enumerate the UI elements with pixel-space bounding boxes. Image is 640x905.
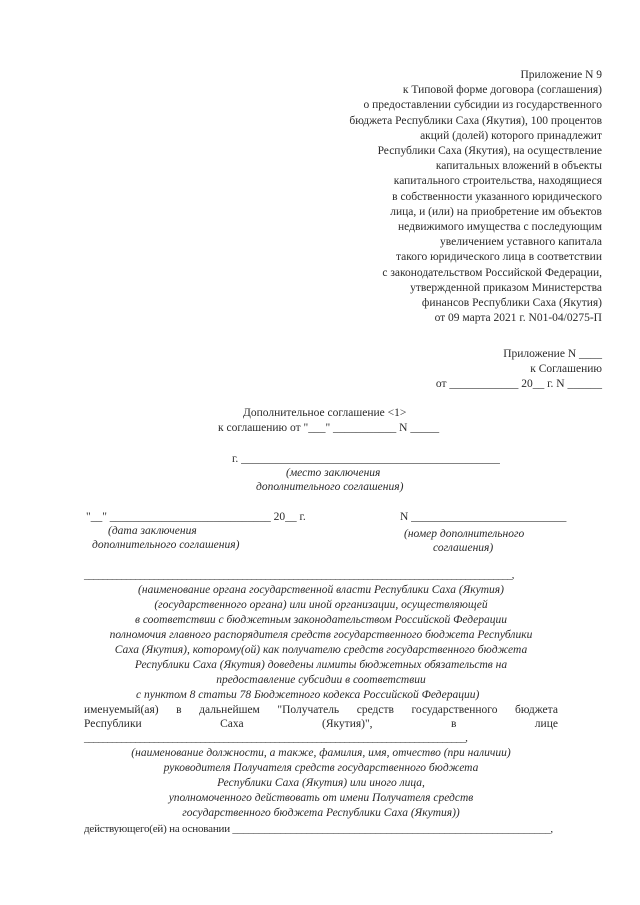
appendix-date-number: от ____________ 20__ г. N ______ [435,378,602,390]
named-row [84,717,558,731]
header-line: акций (долей) которого принадлежит [420,129,602,142]
word: Республики [84,718,142,730]
org-line: Республики Саха (Якутия) доведены лимиты бюджетных обязательств на [134,659,508,671]
header-line: бюджета Республики Саха (Якутия), 100 процентов [349,114,602,127]
word: именуемый(ая) [84,704,159,716]
header-line: Приложение N 9 [520,69,602,81]
number-label: (номер дополнительного [404,528,525,540]
word: государственного [411,704,498,716]
word: (Якутия)", [322,718,373,730]
org-line: (наименование органа государственной власти Республики Саха (Якутия) [138,584,504,596]
agreement-subtitle: к соглашению от "___" ___________ N _____ [218,422,440,434]
date-label: дополнительного соглашения) [92,539,240,551]
number-field: N ___________________________ [400,511,567,523]
word: средств [356,704,394,716]
word: лице [534,718,558,730]
word: бюджета [515,704,558,716]
person-line: уполномоченного действовать от имени Получателя средств [168,792,474,804]
date-label: (дата заключения [108,525,197,537]
named-row [84,703,558,717]
org-line: с пунктом 8 статьи 78 Бюджетного кодекса Российской Федерации) [136,689,480,701]
header-line: капитальных вложений в объекты [435,160,602,173]
person-description [84,746,558,821]
appendix-reference [342,347,602,392]
person-line: руководителя Получателя средств государственного бюджета [163,762,479,774]
word: "Получатель [277,704,340,716]
org-blank-line: ____________________________________________________________________________________________, [84,570,514,581]
header-line: увеличением уставного капитала [440,236,602,249]
place-label: (место заключения [286,467,381,479]
person-line: (наименование должности, а также, фамилия, имя, отчество (при наличии) [131,747,511,759]
org-line: (государственного органа) или иной организации, осуществляющей [154,599,488,611]
city-field: г. _____________________________________________ [232,453,500,465]
place-label: дополнительного соглашения) [256,481,404,493]
date-field: "__" ____________________________ 20__ г. [86,511,306,523]
header-line: от 09 марта 2021 г. N01-04/0275-П [434,312,602,325]
word: в [450,718,457,730]
person-line: Республики Саха (Якутия) или иного лица, [217,777,425,789]
word: дальнейшем [199,704,260,716]
acting-on-basis: действующего(ей) на основании ____________________________________________________________, [84,823,553,835]
header-line: с законодательством Российской Федерации, [382,266,602,279]
header-line: утвержденной приказом Министерства [410,281,602,294]
number-label: соглашения) [433,542,494,554]
header-line: такого юридического лица в соответствии [396,251,602,264]
appendix-number: Приложение N ____ [503,348,602,360]
header-line: к Типовой форме договора (соглашения) [402,84,602,97]
agreement-title: Дополнительное соглашение <1> [243,407,407,419]
header-line: лица, и (или) на приобретение им объектов [390,205,602,218]
word: в [176,704,182,716]
header-line: Республики Саха (Якутия), на осуществление [377,145,602,158]
header-line: капитального строительства, находящиеся [393,175,602,188]
org-line: предоставление субсидии в соответствии [216,674,426,686]
header-line: о предоставлении субсидии из государственного [363,99,602,112]
person-blank-line: __________________________________________________________________________________, [84,733,468,744]
org-line: полномочия главного распорядителя средств государственного бюджета Республики [109,629,533,641]
person-line: государственного бюджета Республики Саха (Якутия)) [182,807,460,819]
header-line: финансов Республики Саха (Якутия) [421,297,602,310]
header-line: в собственности указанного юридического [392,190,602,203]
header-reference [302,68,602,326]
appendix-to-agreement: к Соглашению [530,363,602,375]
org-description [84,583,558,703]
org-line: в соответствии с бюджетным законодательством Российской Федерации [134,614,508,626]
word: Саха [220,718,244,730]
header-line: недвижимого имущества с последующим [398,221,602,234]
org-line: Саха (Якутия), которому(ой) как получателю средств государственного бюджета [114,644,528,656]
